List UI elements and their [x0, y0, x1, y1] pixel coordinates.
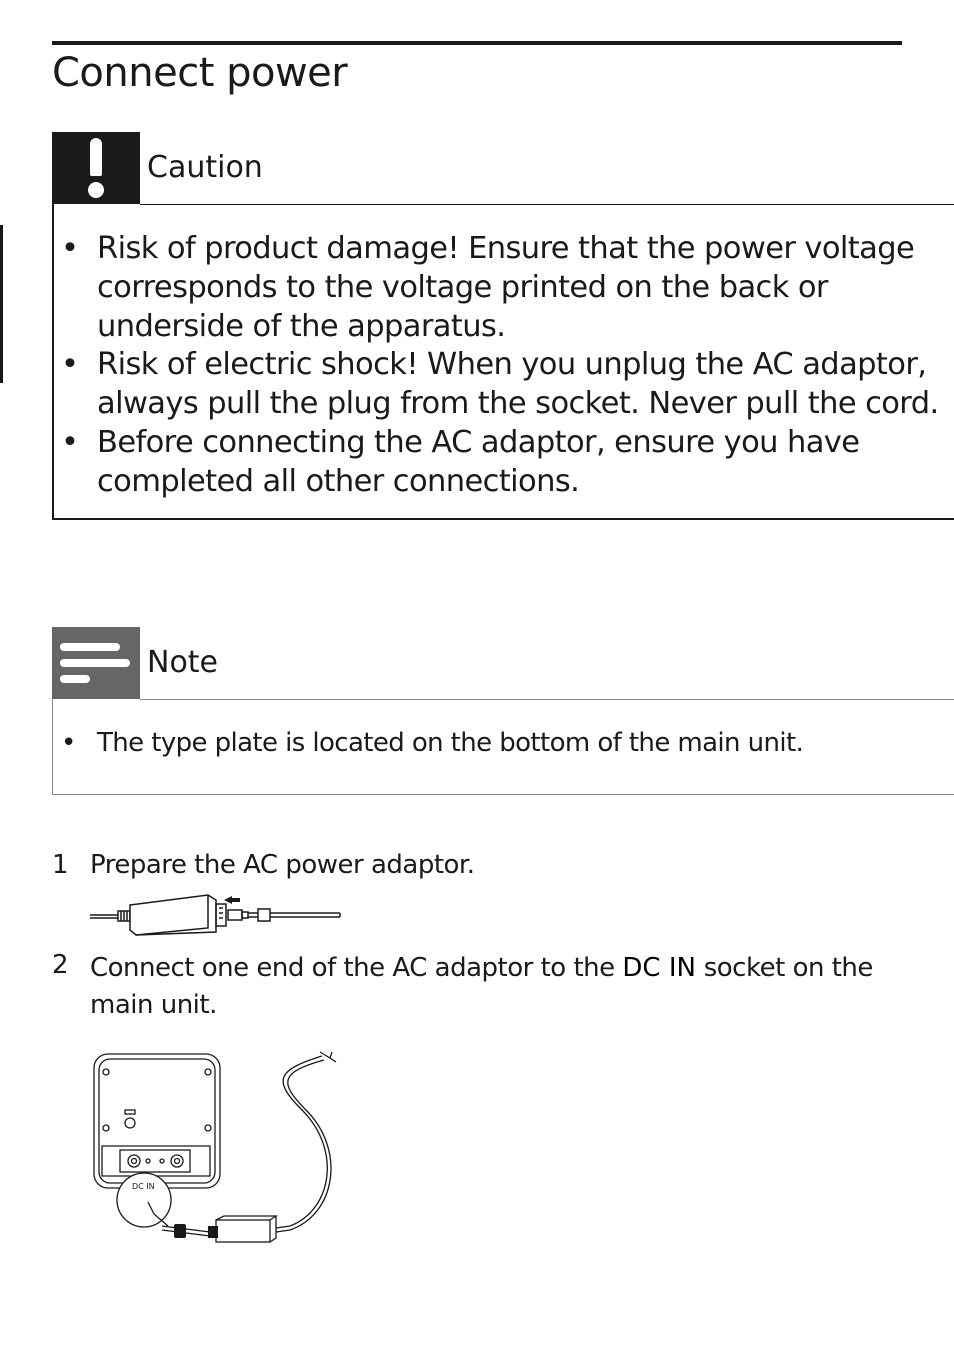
- caution-item-text: Risk of product damage! Ensure that the power voltage corresponds to the voltage printed on the back or underside of the apparatus.: [97, 231, 915, 344]
- note-divider: [140, 699, 954, 700]
- speaker-back-drawing: [92, 1050, 342, 1250]
- caution-bottom-border: [52, 518, 954, 520]
- note-list: [52, 727, 912, 759]
- bullet-icon: •: [61, 728, 76, 758]
- note-item-text: The type plate is located on the bottom of the main unit.: [97, 728, 804, 758]
- note-bottom-border: [52, 794, 954, 795]
- caution-item-text: Before connecting the AC adaptor, ensure you have completed all other connections.: [97, 424, 860, 499]
- step-2: [52, 950, 912, 1030]
- bullet-icon: •: [61, 424, 79, 460]
- note-box: [52, 627, 954, 795]
- list-item: [52, 230, 952, 346]
- bullet-icon: •: [61, 347, 79, 383]
- step-number: 2: [52, 950, 69, 980]
- ac-adaptor-illustration: [88, 888, 344, 940]
- step-text: [90, 950, 910, 1024]
- caution-divider: [140, 204, 954, 205]
- step-text-before: Connect one end of the AC adaptor to the: [90, 953, 623, 983]
- step-1: [52, 850, 912, 884]
- step-number: 1: [52, 850, 69, 880]
- note-lines-icon: [52, 627, 140, 699]
- caution-box: [52, 132, 954, 520]
- page-title: Connect power: [52, 50, 348, 96]
- step-text: Prepare the AC power adaptor.: [90, 850, 475, 880]
- step-text-after: socket on the main unit.: [90, 953, 873, 1020]
- connection-illustration: [92, 1050, 342, 1250]
- dc-in-label: DC IN: [622, 953, 696, 983]
- dc-in-socket-label: DC IN: [132, 1182, 155, 1191]
- list-item: [52, 346, 952, 424]
- exclamation-icon: [52, 132, 140, 204]
- caution-item-text: Risk of electric shock! When you unplug the AC adaptor, always pull the plug from the socket. Never pull the cord.: [97, 347, 939, 422]
- bullet-icon: •: [61, 231, 79, 266]
- list-item: [52, 727, 912, 759]
- caution-list: [52, 230, 952, 502]
- top-rule: [52, 41, 902, 45]
- caution-heading: Caution: [147, 150, 263, 185]
- note-heading: Note: [147, 645, 219, 680]
- list-item: [52, 424, 952, 502]
- margin-bar: [0, 225, 3, 383]
